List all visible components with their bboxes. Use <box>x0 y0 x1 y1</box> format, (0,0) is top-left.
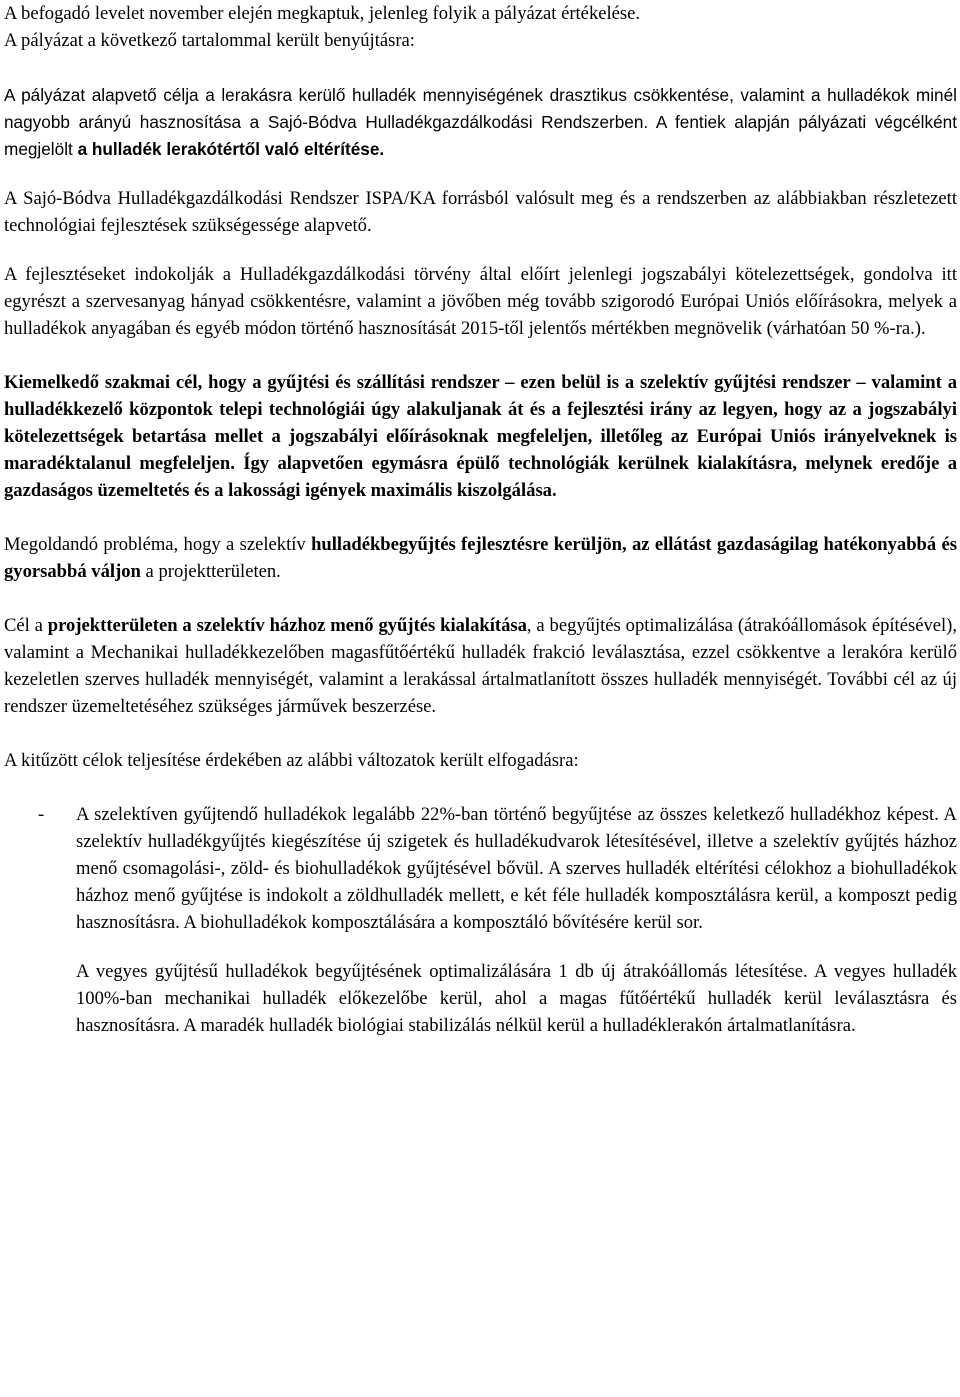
paragraph-problem <box>4 531 957 585</box>
spacer <box>4 936 957 958</box>
objective-bold: Kiemelkedő szakmai cél, hogy a gyűjtési és szállítási rendszer – ezen belül is a szelektív gyűjtési rendszer – valamint a hulladékkezelő központok telepi technológiái úgy alakuljanak át és a fejlesztési irány az legyen, hogy az a jogszabályi kötelezettségek betartása mellet a jogszabályi előírásoknak megfeleljen, illetőleg az Európai Uniós irányelveknek is maradéktalanul megfeleljen. Így alapvetően egymásra épülő technológiák kerülnek kialakításra, melynek eredője a gazdaságos üzemeltetés és a lakossági igények maximális kiszolgálása. <box>4 372 957 501</box>
list-item-text: A vegyes gyűjtésű hulladékok begyűjtésének optimalizálására 1 db új átrakóállomás létesítése. A vegyes hulladék 100%-ban mechanikai hulladék előkezelőbe kerül, ahol a magas fűtőértékű hulladék kerül leválasztásra és hasznosításra. A maradék hulladék biológiai stabilizálás nélkül kerül a hulladéklerakón ártalmatlanításra. <box>76 961 957 1036</box>
aim-bold: projektterületen a szelektív házhoz menő gyűjtés kialakítása <box>47 615 527 636</box>
problem-bold: hulladékbegyűjtés fejlesztésre kerüljön, az ellátást gazdaságilag hatékonyabbá és gyorsabbá váljon <box>4 534 957 582</box>
spacer <box>4 504 957 531</box>
goal-bold: a hulladék lerakótértől való eltérítése. <box>77 139 385 159</box>
list-item-text: A szelektíven gyűjtendő hulladékok legalább 22%-ban történő begyűjtése az összes keletkező hulladékhoz képest. A szelektív hulladékgyűjtés kiegészítése új szigetek és hulladékudvarok létesítésével, illetve a szelektív gyűjtés házhoz menő csomagolási-, zöld- és biohulladékok gyűjtésével bővül. A szerves hulladék eltérítési célokhoz a biohulladékok házhoz menő gyűjtése is indokolt a zöldhulladék mellett, e két féle hulladék komposztálásra kerül, a komposzt pedig hasznosításra. A biohulladékok komposztálására a komposztáló bővítésére kerül sor. <box>76 804 957 933</box>
paragraph-variants-intro: A kitűzött célok teljesítése érdekében az alábbi változatok került elfogadásra: <box>4 750 579 771</box>
list-dash: - <box>38 804 45 825</box>
problem-text-2: a projektterületen. <box>140 561 281 582</box>
aim-text-1: Cél a <box>4 615 48 636</box>
spacer <box>4 54 957 82</box>
list-item <box>4 958 957 1039</box>
problem-text-1: Megoldandó probléma, hogy a szelektív <box>4 534 312 555</box>
spacer <box>4 720 957 747</box>
paragraph-goal <box>4 82 957 163</box>
spacer <box>4 585 957 612</box>
paragraph-development: A fejlesztéseket indokolják a Hulladékgazdálkodási törvény által előírt jelenlegi jogszabályi kötelezettségek, gondolva itt egyrészt a szervesanyag hányad csökkentésre, valamint a jövőben még tovább szigorodó Európai Uniós előírásokra, melyek a hulladékok anyagában és egyéb módon történő hasznosítását 2015-től jelentős mértékben megnövelik (várhatóan 50 %-ra.). <box>4 264 957 339</box>
paragraph-aim <box>4 612 957 720</box>
spacer <box>4 163 957 185</box>
spacer <box>4 342 957 369</box>
paragraph-objective <box>4 369 957 504</box>
aim-text-2: , a begyűjtés optimalizálása (átrakóállomások építésével), valamint a Mechanikai hulladékkezelőben magasfűtőértékű hulladék frakció leválasztása, ezzel csökkentve a lerakóra kerülő kezeletlen szerves hulladék mennyiségét, valamint a lerakással ártalmatlanított összes hulladék mennyiségét. További cél az új rendszer üzemeltetéséhez szükséges járművek beszerzése. <box>4 615 958 717</box>
paragraph-submission: A pályázat a következő tartalommal került benyújtásra: <box>4 30 415 51</box>
paragraph-intro: A befogadó levelet november elején megkaptuk, jelenleg folyik a pályázat értékelése. <box>4 3 641 24</box>
goal-text: A pályázat alapvető célja a lerakásra kerülő hulladék mennyiségének drasztikus csökkentése, valamint a hulladékok minél nagyobb arányú hasznosítása a Sajó-Bódva Hulladékgazdálkodási Rendszerben. A fentiek alapján pályázati végcélként megjelölt <box>4 85 957 159</box>
paragraph-system: A Sajó-Bódva Hulladékgazdálkodási Rendszer ISPA/KA forrásból valósult meg és a rendszerben az alábbiakban részletezett technológiai fejlesztések szükségessége alapvető. <box>4 188 957 236</box>
list-item <box>4 801 957 936</box>
spacer <box>4 774 957 801</box>
spacer <box>4 239 957 261</box>
